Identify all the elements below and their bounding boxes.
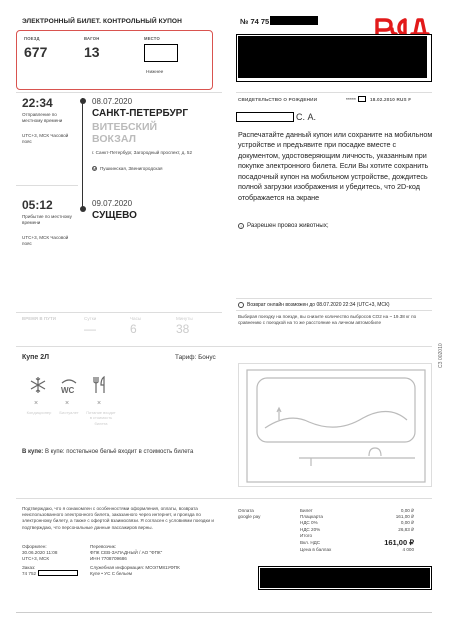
document-mask: ***** xyxy=(346,97,356,102)
x-mark-icon: × xyxy=(34,400,39,407)
redacted-order xyxy=(38,570,78,576)
amenity-food: Питание входит в стоимость билета xyxy=(86,410,116,426)
divider-mid xyxy=(16,185,78,186)
trip-days: — xyxy=(84,322,96,336)
points-label: Цена в баллах xyxy=(300,546,332,552)
departure-note: Отправление по местному времени xyxy=(22,112,63,124)
info-icon: ! xyxy=(238,223,244,229)
divider-eco xyxy=(236,310,432,311)
refund-note: Возврат онлайн возможен до 08.07.2020 22:34 (UTC+3, МСК) xyxy=(247,302,390,308)
service-info: Служебная информация: МОЭ7М81УФПК xyxy=(90,565,180,570)
departure-dot xyxy=(80,98,86,104)
amenity-ac: Кондиционер xyxy=(26,410,52,415)
redacted-doc-number xyxy=(270,16,318,25)
birth-info: 18.02.2010 RUS F xyxy=(370,97,412,102)
service-sub: Купе • УС С бельем xyxy=(90,571,133,576)
divider-bottom xyxy=(16,612,432,613)
x-mark-icon: × xyxy=(65,400,70,407)
seat-note: Нижнее xyxy=(146,70,164,75)
departure-time: 22:34 xyxy=(22,96,53,110)
price-label: НДС 20% xyxy=(300,526,321,532)
carrier-value: ФПК СЕВ-ЗАПАДНЫЙ / АО "ФПК" xyxy=(90,550,163,555)
points-value: 4 000 xyxy=(402,546,414,552)
order-label: Заказ: xyxy=(22,565,36,570)
price-value: 161,00 ₽ xyxy=(395,514,414,520)
redacted-passenger-fill xyxy=(238,36,427,78)
trip-minutes-label: Минуты xyxy=(176,316,193,321)
departure-address: г. Санкт-Петербург, Загородный проспект, д. 52 xyxy=(92,150,193,155)
vat-label: Вкл. НДС xyxy=(300,539,321,545)
price-label: НДС 0% xyxy=(300,520,318,526)
total-value: 161,00 ₽ xyxy=(384,537,414,547)
vat-row xyxy=(300,539,414,547)
train-number: 677 xyxy=(24,44,48,60)
clock-icon xyxy=(238,302,244,308)
order-value: 74 752 xyxy=(22,571,37,576)
total-label: Итого xyxy=(300,532,313,538)
price-table xyxy=(300,508,414,553)
departure-date: 08.07.2020 xyxy=(92,97,133,106)
paid-label: Оплата xyxy=(238,508,254,513)
redacted-footer-fill xyxy=(260,568,430,588)
divider-top xyxy=(16,92,222,93)
trip-hours: 6 xyxy=(130,322,137,336)
car-number: 13 xyxy=(84,44,100,60)
arrival-time: 05:12 xyxy=(22,198,53,212)
tariff: Тариф: Бонус xyxy=(175,354,216,361)
side-code: СЗ 002010 xyxy=(438,343,444,368)
seat-label: МЕСТО xyxy=(144,36,160,41)
divider-refund xyxy=(236,298,432,299)
svg-text:WC: WC xyxy=(61,386,75,395)
snowflake-icon xyxy=(28,375,48,395)
arrival-dot xyxy=(80,206,86,212)
included-text: В купе: постельное бельё входит в стоимость билета xyxy=(44,449,194,455)
arrival-station: СУЩЕВО xyxy=(92,210,137,221)
trip-minutes: 38 xyxy=(176,322,190,336)
divider-passenger xyxy=(236,92,432,93)
divider-class xyxy=(16,346,432,347)
departure-timezone: UTC+3, МСК Часовой пояс xyxy=(22,133,69,145)
wc-icon xyxy=(58,375,80,395)
window-illustration xyxy=(238,363,432,487)
issued-label: Оформлен: xyxy=(22,544,47,549)
train-info-box xyxy=(16,30,213,90)
trip-time-label: ВРЕМЯ В ПУТИ xyxy=(22,316,57,321)
trip-days-label: Сутки xyxy=(84,316,97,321)
metro-icon: M xyxy=(93,166,97,171)
route-line xyxy=(82,98,83,210)
passenger-initials: С. А. xyxy=(296,112,317,122)
departure-station: САНКТ-ПЕТЕРБУРГ xyxy=(92,108,189,119)
redacted-document xyxy=(358,96,366,102)
carrier-inn: ИНН 7708709686 xyxy=(90,556,127,561)
price-label: Плацкарта xyxy=(300,514,323,520)
issued-value: 30.06.2020 11:08 xyxy=(22,550,58,555)
redacted-surname xyxy=(236,112,294,122)
carrier-label: Перевозчик: xyxy=(90,544,117,549)
train-label: ПОЕЗД xyxy=(24,36,40,41)
price-label: Билет xyxy=(300,508,313,513)
issued-timezone: UTC+3, МСК xyxy=(22,556,50,561)
document-label: СВИДЕТЕЛЬСТВО О РОЖДЕНИИ xyxy=(238,97,318,102)
eco-note: Выбирая поездку на поезде, вы снизите количество выбросов CO2 на ~ 19.38 кг по сравнению с поездкой на то же расстояние на личном автомобиле xyxy=(238,314,417,326)
divider-trip xyxy=(16,312,222,313)
print-notice: Распечатайте данный купон или сохраните на мобильном устройстве и предъявите при посадке вместе с документом, удостоверяющим личность, указанным при покупке электронного билета. Если Вы хотите сохранить посадочный купон на мобильном устройстве, дождитесь полной загрузки изображения и убедитесь, что 2D-код отображается на экране xyxy=(238,130,433,202)
price-value: 0,00 ₽ xyxy=(400,520,414,526)
car-type: Купе 2Л xyxy=(22,354,50,361)
arrival-date: 09.07.2020 xyxy=(92,199,133,208)
confirm-text: Подтверждаю, что я ознакомлен с особенностями оформления, оплаты, возврата неиспользованного электронного билета, заказанного через интернет, и проезда по электронному билету, а также с офертой взаимосвязи. Я согласен с условиями поездки и подтверждаю, что персональные данные пассажиров верны. xyxy=(22,506,214,530)
departure-station-sub: ВИТЕБСКИЙ ВОКЗАЛ xyxy=(92,121,158,146)
price-value: 26,83 ₽ xyxy=(398,526,414,532)
document-number: № 74 75 xyxy=(240,17,270,26)
paid-value: google pay xyxy=(238,514,261,519)
trip-hours-label: Часы xyxy=(130,316,142,321)
ticket-title: ЭЛЕКТРОННЫЙ БИЛЕТ. КОНТРОЛЬНЫЙ КУПОН xyxy=(22,18,183,25)
redacted-seat xyxy=(144,44,178,62)
amenity-wc: Биотуалет xyxy=(59,410,79,415)
x-mark-icon: × xyxy=(97,400,102,407)
price-value: 0,00 ₽ xyxy=(400,508,414,513)
included-note: В купе: В купе: постельное бельё входит в стоимость билета xyxy=(22,449,194,455)
arrival-timezone: UTC+3, МСК Часовой пояс xyxy=(22,235,69,247)
departure-metro: Пушкинская, Звенигородская xyxy=(100,166,163,171)
car-label: ВАГОН xyxy=(84,36,100,41)
cutlery-icon xyxy=(92,375,108,395)
pets-note: Разрешен провоз животных; xyxy=(247,222,329,229)
divider-footer xyxy=(16,498,432,499)
arrival-note: Прибытие по местному времени xyxy=(22,214,72,226)
